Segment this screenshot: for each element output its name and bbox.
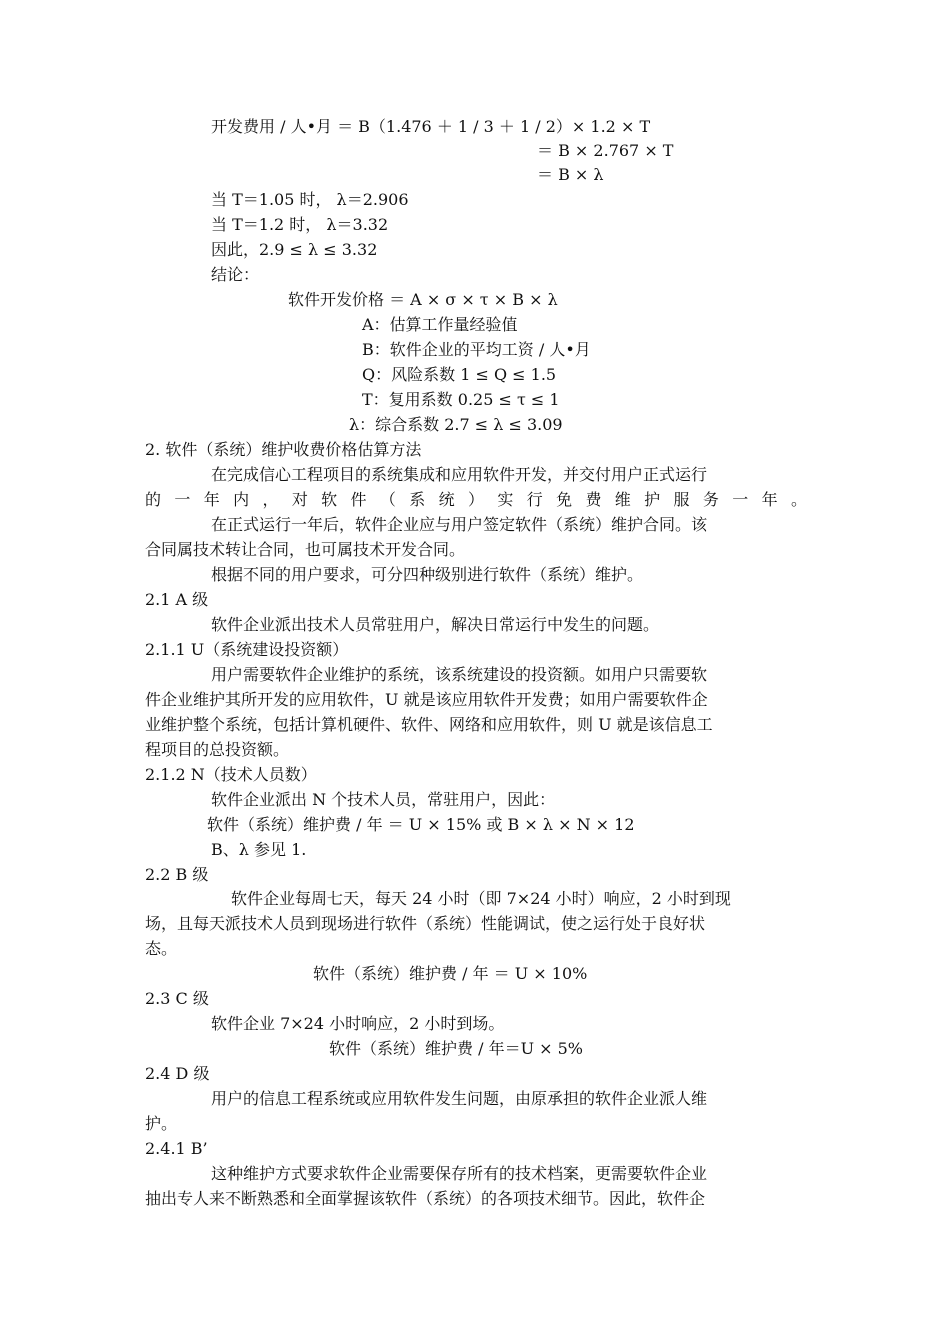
definition-a: A：估算工作量经验值 (362, 315, 518, 334)
formula-line-1: 开发费用 / 人•月 ＝ B（1.476 ＋ 1 / 3 ＋ 1 / 2）× 1.2 × T (211, 117, 651, 136)
section-2-1-text: 软件企业派出技术人员常驻用户，解决日常运行中发生的问题。 (211, 615, 660, 634)
price-formula: 软件开发价格 ＝ A × σ × τ × B × λ (288, 290, 558, 309)
section-2-1-1-line-1: 用户需要软件企业维护的系统，该系统建设的投资额。如用户只需要软 (211, 665, 708, 684)
formula-line-2: ＝ B × 2.767 × T (537, 141, 674, 160)
definition-q: Q：风险系数 1 ≤ Q ≤ 1.5 (362, 365, 557, 384)
section-2-1-2-heading: 2.1.2 N（技术人员数） (145, 765, 317, 784)
section-2-4-1-line-2: 抽出专人来不断熟悉和全面掌握该软件（系统）的各项技术细节。因此，软件企 (145, 1189, 706, 1208)
definition-t: T：复用系数 0.25 ≤ τ ≤ 1 (362, 390, 560, 409)
section-2-p1-line-2: 的一年内，对软件（系统）实行免费维护服务一年。 (145, 490, 807, 509)
section-2-p3: 根据不同的用户要求，可分四种级别进行软件（系统）维护。 (211, 565, 644, 584)
section-2-2-formula: 软件（系统）维护费 / 年 ＝ U × 10% (313, 964, 588, 983)
section-2-2-heading: 2.2 B 级 (145, 865, 209, 884)
section-2-4-line-2: 护。 (145, 1114, 178, 1133)
section-2-p2-line-1: 在正式运行一年后，软件企业应与用户签定软件（系统）维护合同。该 (211, 515, 708, 534)
section-2-4-heading: 2.4 D 级 (145, 1064, 210, 1083)
definition-b: B：软件企业的平均工资 / 人•月 (362, 340, 591, 359)
formula-line-3: ＝ B × λ (537, 165, 604, 184)
conclusion-label: 结论： (211, 265, 260, 284)
section-2-1-2-note: B、λ 参见 1. (211, 840, 307, 859)
section-2-3-heading: 2.3 C 级 (145, 989, 209, 1008)
section-2-1-1-heading: 2.1.1 U（系统建设投资额） (145, 640, 349, 659)
section-2-1-1-line-2: 件企业维护其所开发的应用软件，U 就是该应用软件开发费；如用户需要软件企 (145, 690, 708, 709)
section-2-1-1-line-4: 程项目的总投资额。 (145, 740, 290, 759)
section-2-p2-line-2: 合同属技术转让合同，也可属技术开发合同。 (145, 540, 466, 559)
section-2-3-line-1: 软件企业 7×24 小时响应，2 小时到场。 (211, 1014, 505, 1033)
section-2-4-1-heading: 2.4.1 B’ (145, 1139, 208, 1158)
section-2-1-heading: 2.1 A 级 (145, 590, 209, 609)
section-2-heading: 2. 软件（系统）维护收费价格估算方法 (145, 440, 422, 459)
section-2-4-line-1: 用户的信息工程系统或应用软件发生问题，由原承担的软件企业派人维 (211, 1089, 708, 1108)
case-line-2: 当 T＝1.2 时， λ＝3.32 (211, 215, 389, 234)
section-2-3-formula: 软件（系统）维护费 / 年＝U × 5% (329, 1039, 584, 1058)
section-2-p1-line-1: 在完成信心工程项目的系统集成和应用软件开发，并交付用户正式运行 (211, 465, 708, 484)
range-line: 因此，2.9 ≤ λ ≤ 3.32 (211, 240, 378, 259)
section-2-2-line-2: 场，且每天派技术人员到现场进行软件（系统）性能调试，使之运行处于良好状 (145, 914, 706, 933)
section-2-1-2-formula: 软件（系统）维护费 / 年 ＝ U × 15% 或 B × λ × N × 12 (207, 815, 635, 834)
section-2-1-2-line-1: 软件企业派出 N 个技术人员，常驻用户，因此： (211, 790, 556, 809)
case-line-1: 当 T＝1.05 时， λ＝2.906 (211, 190, 409, 209)
definition-lambda: λ：综合系数 2.7 ≤ λ ≤ 3.09 (349, 415, 563, 434)
section-2-4-1-line-1: 这种维护方式要求软件企业需要保存所有的技术档案，更需要软件企业 (211, 1164, 708, 1183)
section-2-2-line-1: 软件企业每周七天，每天 24 小时（即 7×24 小时）响应，2 小时到现 (231, 889, 731, 908)
section-2-2-line-3: 态。 (145, 939, 178, 958)
section-2-1-1-line-3: 业维护整个系统，包括计算机硬件、软件、网络和应用软件，则 U 就是该信息工 (145, 715, 713, 734)
